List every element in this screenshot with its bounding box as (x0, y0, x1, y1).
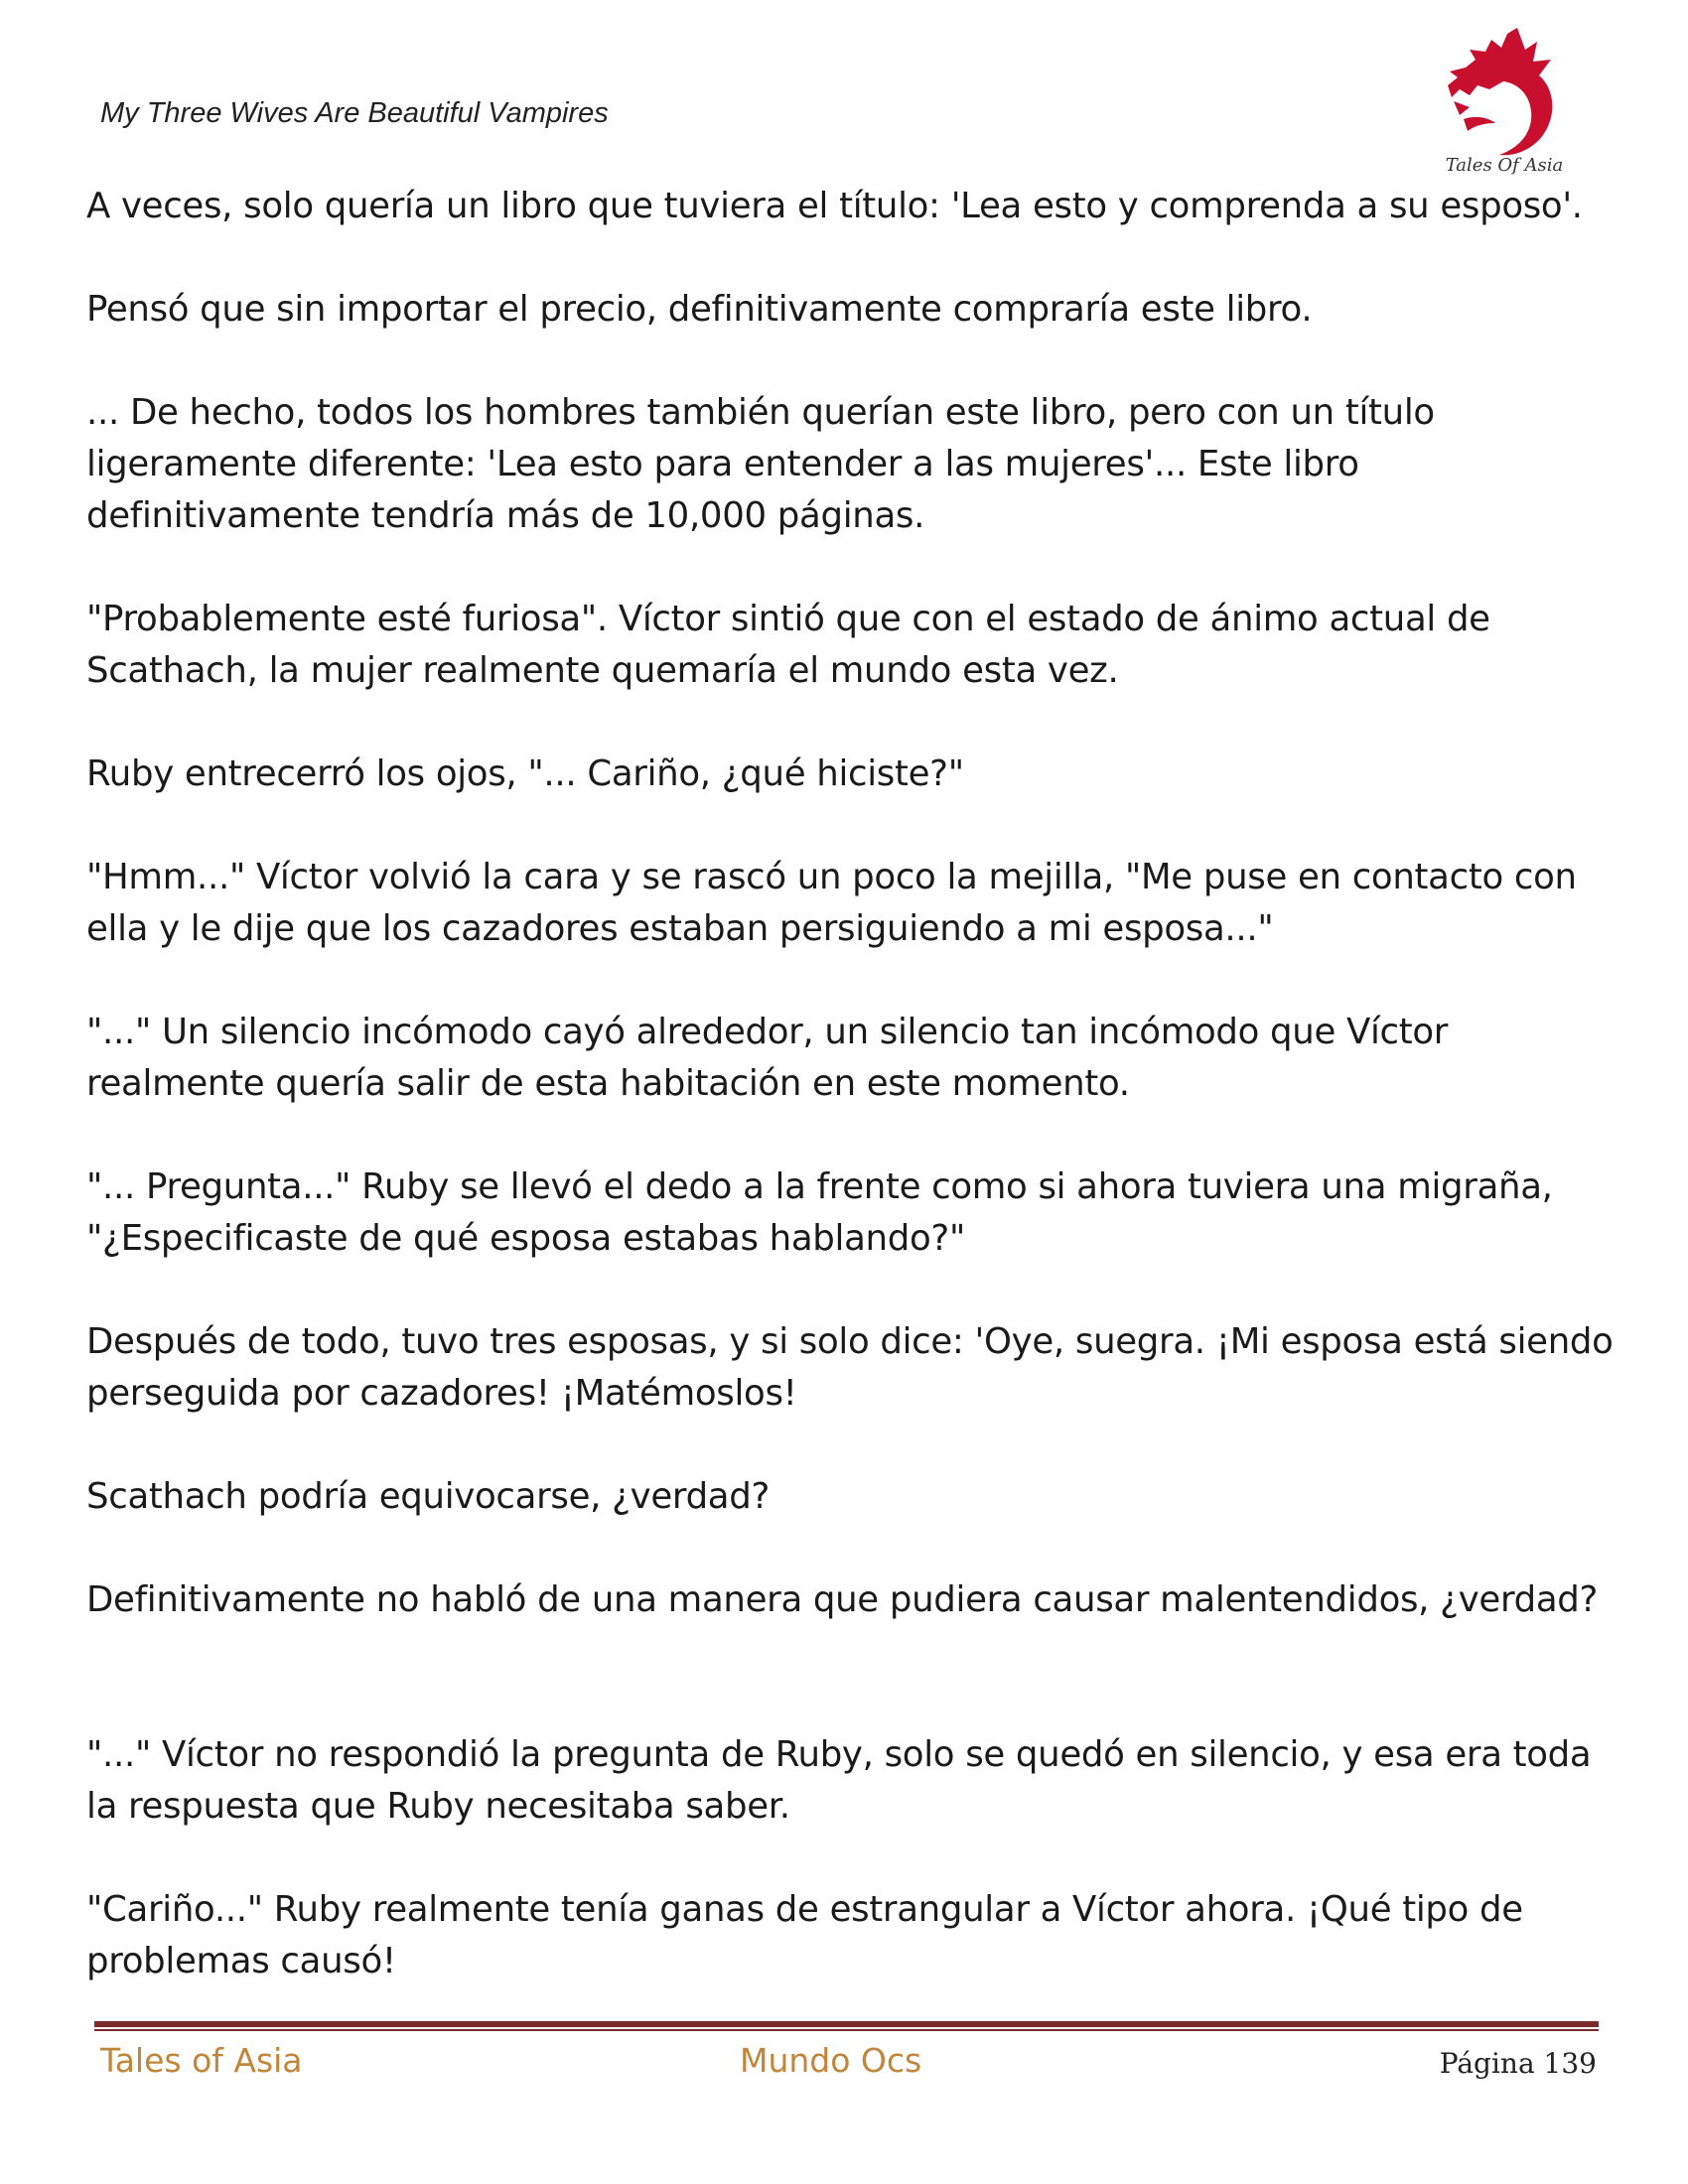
paragraph: Después de todo, tuvo tres esposas, y si solo dice: 'Oye, suegra. ¡Mi esposa está siendo perseguida por cazadores! ¡Matémoslos! (86, 1321, 1614, 1414)
logo-text: Tales Of Asia (1445, 155, 1564, 176)
paragraph: Ruby entrecerró los ojos, "... Cariño, ¿qué hiciste?" (86, 753, 964, 794)
footer-rule-thin (94, 2029, 1599, 2031)
paragraph: "Hmm..." Víctor volvió la cara y se rascó un poco la mejilla, "Me puse en contacto con ella y le dije que los cazadores estaban persiguiendo a mi esposa..." (86, 857, 1577, 949)
paragraph: Scathach podría equivocarse, ¿verdad? (86, 1476, 771, 1517)
footer-publisher: Tales of Asia (100, 2041, 303, 2080)
paragraph: Definitivamente no habló de una manera que pudiera causar malentendidos, ¿verdad? (86, 1579, 1599, 1620)
paragraph: "..." Víctor no respondió la pregunta de Ruby, solo se quedó en silencio, y esa era toda la respuesta que Ruby necesitaba saber. (86, 1734, 1592, 1827)
paragraph: "... Pregunta..." Ruby se llevó el dedo a la frente como si ahora tuviera una migraña, "¿Especificaste de qué esposa estabas hablando?" (86, 1166, 1553, 1259)
book-title: My Three Wives Are Beautiful Vampires (100, 97, 609, 129)
paragraph: A veces, solo quería un libro que tuviera el título: 'Lea esto y comprenda a su esposo'. (86, 186, 1583, 226)
paragraph: ... De hecho, todos los hombres también querían este libro, pero con un título ligeramente diferente: 'Lea esto para entender a las mujeres'... Este libro definitivamente tendría más de 10,000 páginas. (86, 392, 1435, 536)
footer-rule (94, 2021, 1599, 2027)
page-number: Página 139 (1439, 2047, 1597, 2080)
paragraph: Pensó que sin importar el precio, definitivamente compraría este libro. (86, 289, 1313, 330)
paragraph: "Probablemente esté furiosa". Víctor sintió que con el estado de ánimo actual de Scathach, la mujer realmente quemaría el mundo esta vez. (86, 599, 1490, 691)
chapter-text (86, 181, 1616, 1987)
paragraph: "Cariño..." Ruby realmente tenía ganas de estrangular a Víctor ahora. ¡Qué tipo de problemas causó! (86, 1889, 1523, 1981)
paragraph: "..." Un silencio incómodo cayó alrededor, un silencio tan incómodo que Víctor realmente quería salir de esta habitación en este momento. (86, 1012, 1449, 1104)
footer-section: Mundo Ocs (740, 2041, 922, 2080)
